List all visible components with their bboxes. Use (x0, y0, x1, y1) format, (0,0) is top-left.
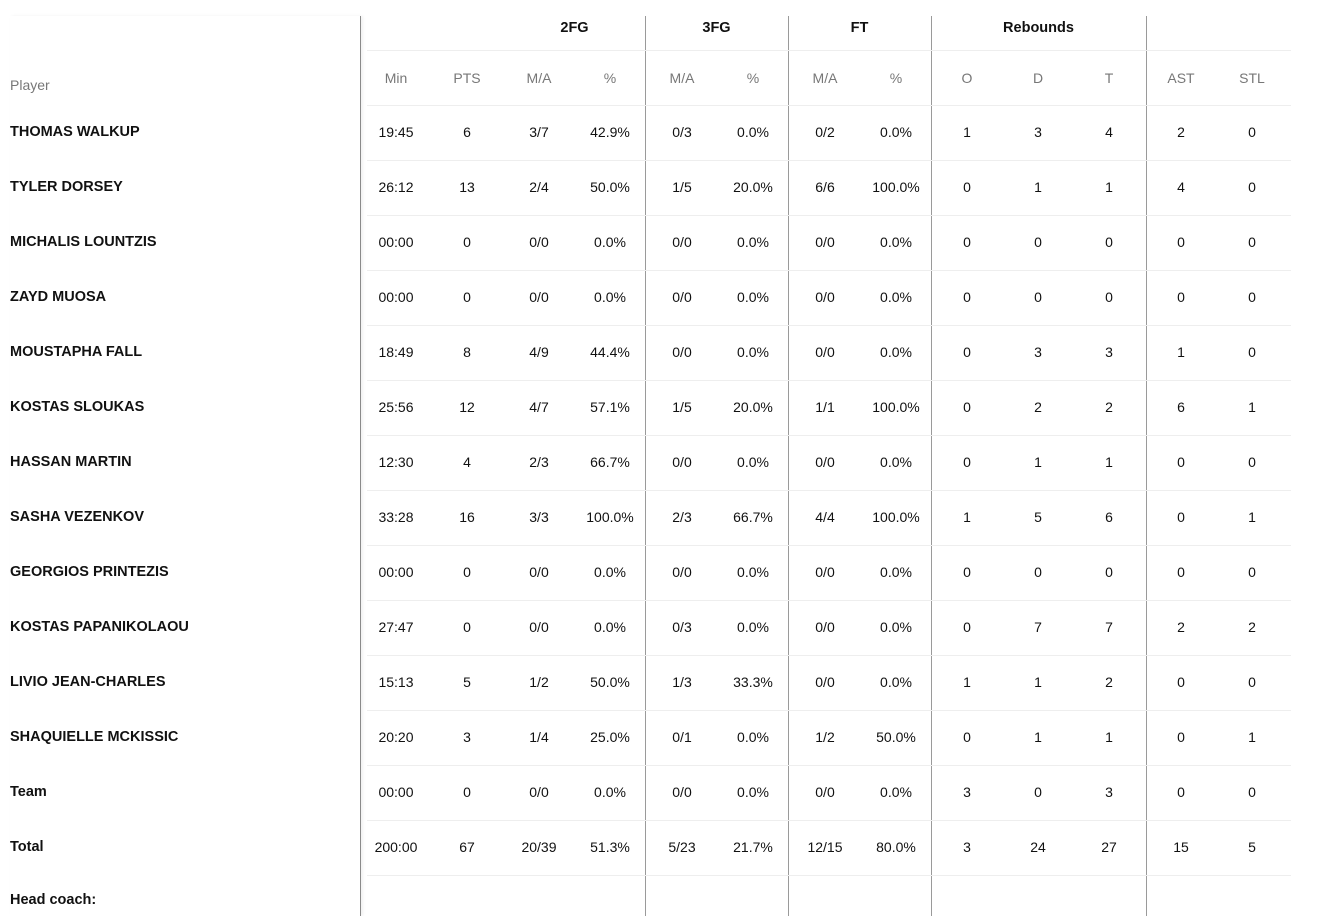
stat-cell: 1 (1105, 729, 1113, 745)
stat-cell: 0 (1248, 674, 1256, 690)
stat-cell: 1/2 (529, 674, 549, 690)
stat-cell: 0/0 (815, 344, 835, 360)
stat-cell: 20.0% (733, 399, 773, 415)
stat-cell: 1 (1177, 344, 1185, 360)
column-header[interactable]: D (1032, 70, 1044, 86)
stat-cell: 1 (963, 674, 971, 690)
column-header[interactable]: % (746, 70, 760, 86)
column-header[interactable]: O (961, 70, 973, 86)
stat-cell: 0/0 (672, 784, 692, 800)
stat-cell: 0/0 (815, 564, 835, 580)
player-name: THOMAS WALKUP (10, 124, 140, 140)
stat-cell: 0.0% (737, 564, 769, 580)
stat-cell: 0/0 (529, 784, 549, 800)
stat-cell: 2 (1105, 674, 1113, 690)
player-name: Team (10, 784, 47, 800)
stat-cell: 57.1% (590, 399, 630, 415)
stat-cell: 100.0% (872, 399, 920, 415)
stat-cell: 0/0 (672, 564, 692, 580)
stat-cell: 0 (1034, 784, 1042, 800)
stat-cell: 42.9% (590, 124, 630, 140)
stat-cell: 0/0 (815, 454, 835, 470)
stat-cell: 6 (1177, 399, 1185, 415)
stat-cell: 3/7 (529, 124, 549, 140)
stat-cell: 0/3 (672, 124, 692, 140)
stat-cell: 2 (1248, 619, 1256, 635)
stat-cell: 26:12 (378, 179, 414, 195)
stat-cell: 24 (1030, 839, 1046, 855)
column-header[interactable]: STL (1239, 70, 1265, 86)
stat-cell: 0 (1177, 564, 1185, 580)
stat-cell: 7 (1105, 619, 1113, 635)
stat-cell: 0/0 (815, 784, 835, 800)
stat-cell: 4 (463, 454, 471, 470)
stat-cell: 0.0% (880, 674, 912, 690)
stat-cell: 25:56 (378, 399, 414, 415)
stat-cell: 20.0% (733, 179, 773, 195)
player-name: MOUSTAPHA FALL (10, 344, 143, 360)
stat-cell: 51.3% (590, 839, 630, 855)
column-header[interactable]: Min (384, 70, 408, 86)
stat-cell: 0 (463, 289, 471, 305)
stat-cell: 6/6 (815, 179, 835, 195)
stat-cell: 0 (1248, 454, 1256, 470)
stat-cell: 3 (1034, 124, 1042, 140)
stat-cell: 1/3 (672, 674, 692, 690)
stat-cell: 50.0% (876, 729, 916, 745)
row-divider (367, 270, 1291, 271)
stat-cell: 0/2 (815, 124, 835, 140)
stat-cell: 0.0% (880, 619, 912, 635)
stat-cell: 0 (463, 619, 471, 635)
stat-cell: 1/4 (529, 729, 549, 745)
stat-cell: 0 (463, 564, 471, 580)
head-coach-label: Head coach: (10, 892, 97, 908)
player-name: KOSTAS PAPANIKOLAOU (10, 619, 189, 635)
stat-cell: 1/1 (815, 399, 835, 415)
stat-cell: 0.0% (880, 234, 912, 250)
stat-cell: 1 (1034, 454, 1042, 470)
column-header[interactable]: % (889, 70, 903, 86)
stat-cell: 0 (1248, 564, 1256, 580)
stat-cell: 3 (963, 784, 971, 800)
row-divider (367, 875, 1291, 876)
player-column (10, 16, 361, 916)
stat-cell: 5/23 (668, 839, 696, 855)
stat-cell: 0.0% (737, 234, 769, 250)
stat-cell: 3 (963, 839, 971, 855)
player-name: ZAYD MUOSA (10, 289, 107, 305)
stat-cell: 0.0% (880, 784, 912, 800)
stat-cell: 12/15 (807, 839, 843, 855)
stat-cell: 0 (1248, 179, 1256, 195)
stat-cell: 0 (1248, 784, 1256, 800)
row-divider (367, 215, 1291, 216)
stat-cell: 2 (1177, 619, 1185, 635)
column-divider (788, 16, 789, 916)
stat-cell: 1 (1248, 509, 1256, 525)
group-header: 3FG (702, 20, 731, 36)
column-header[interactable]: AST (1167, 70, 1195, 86)
stat-cell: 50.0% (590, 179, 630, 195)
stat-cell: 25.0% (590, 729, 630, 745)
stat-cell: 0 (463, 234, 471, 250)
stat-cell: 67 (459, 839, 475, 855)
stat-cell: 1 (1105, 454, 1113, 470)
column-header[interactable]: M/A (526, 70, 552, 86)
stat-cell: 00:00 (378, 564, 414, 580)
stat-cell: 7 (1034, 619, 1042, 635)
stat-cell: 0.0% (880, 454, 912, 470)
stat-cell: 0 (1105, 289, 1113, 305)
player-name: SHAQUIELLE MCKISSIC (10, 729, 179, 745)
stat-cell: 27 (1101, 839, 1117, 855)
player-name: SASHA VEZENKOV (10, 509, 145, 525)
stat-cell: 0 (1177, 729, 1185, 745)
stat-cell: 3 (463, 729, 471, 745)
stat-cell: 0 (963, 564, 971, 580)
stat-cell: 2 (1177, 124, 1185, 140)
stat-cell: 0/0 (529, 289, 549, 305)
stat-cell: 0.0% (737, 344, 769, 360)
stat-cell: 0 (1034, 289, 1042, 305)
player-column-header: Player (10, 77, 50, 93)
stat-cell: 1 (1248, 399, 1256, 415)
stats-table (367, 16, 1291, 916)
row-divider (367, 545, 1291, 546)
stat-cell: 0 (1177, 234, 1185, 250)
stat-cell: 0 (1177, 784, 1185, 800)
column-header[interactable]: M/A (812, 70, 838, 86)
stat-cell: 0 (963, 179, 971, 195)
row-divider (367, 655, 1291, 656)
stat-cell: 0.0% (737, 784, 769, 800)
stat-cell: 0.0% (594, 619, 626, 635)
stat-cell: 4/4 (815, 509, 835, 525)
stat-cell: 0 (963, 289, 971, 305)
stat-cell: 5 (463, 674, 471, 690)
group-header: Rebounds (1003, 20, 1074, 36)
column-header[interactable]: M/A (669, 70, 695, 86)
stat-cell: 16 (459, 509, 475, 525)
stat-cell: 0/0 (815, 234, 835, 250)
player-name: LIVIO JEAN-CHARLES (10, 674, 166, 690)
column-header[interactable]: % (603, 70, 617, 86)
stat-cell: 1 (1034, 674, 1042, 690)
stat-cell: 44.4% (590, 344, 630, 360)
stat-cell: 2/3 (529, 454, 549, 470)
row-divider (367, 820, 1291, 821)
stat-cell: 15 (1173, 839, 1189, 855)
stat-cell: 00:00 (378, 234, 414, 250)
row-divider (367, 490, 1291, 491)
stat-cell: 0.0% (737, 124, 769, 140)
stat-cell: 100.0% (586, 509, 634, 525)
stat-cell: 18:49 (378, 344, 414, 360)
player-name: KOSTAS SLOUKAS (10, 399, 145, 415)
player-name: GEORGIOS PRINTEZIS (10, 564, 169, 580)
stat-cell: 0/0 (672, 344, 692, 360)
stat-cell: 1/5 (672, 179, 692, 195)
row-divider (367, 105, 1291, 106)
stat-cell: 0/0 (529, 234, 549, 250)
stat-cell: 13 (459, 179, 475, 195)
stat-cell: 66.7% (733, 509, 773, 525)
stat-cell: 0 (1034, 564, 1042, 580)
stat-cell: 0.0% (737, 454, 769, 470)
stat-cell: 0 (1248, 124, 1256, 140)
row-divider (367, 325, 1291, 326)
stat-cell: 0 (963, 234, 971, 250)
stat-cell: 0.0% (594, 234, 626, 250)
stat-cell: 0 (1248, 289, 1256, 305)
stat-cell: 6 (1105, 509, 1113, 525)
stat-cell: 27:47 (378, 619, 414, 635)
group-header: 2FG (560, 20, 589, 36)
row-divider (367, 435, 1291, 436)
stat-cell: 0.0% (880, 344, 912, 360)
stat-cell: 3/3 (529, 509, 549, 525)
stat-cell: 0 (1177, 289, 1185, 305)
stat-cell: 4 (1177, 179, 1185, 195)
stat-cell: 100.0% (872, 179, 920, 195)
stat-cell: 8 (463, 344, 471, 360)
stat-cell: 2 (1034, 399, 1042, 415)
stat-cell: 2/4 (529, 179, 549, 195)
stat-cell: 0.0% (594, 784, 626, 800)
stat-cell: 0/0 (815, 619, 835, 635)
stat-cell: 00:00 (378, 289, 414, 305)
stat-cell: 4/7 (529, 399, 549, 415)
stat-cell: 0 (963, 454, 971, 470)
stat-cell: 1 (1248, 729, 1256, 745)
row-divider (367, 600, 1291, 601)
column-header[interactable]: T (1104, 70, 1114, 86)
stat-cell: 6 (463, 124, 471, 140)
stat-cell: 1 (1034, 179, 1042, 195)
stat-cell: 12:30 (378, 454, 414, 470)
stat-cell: 0 (1177, 509, 1185, 525)
stat-cell: 0.0% (880, 564, 912, 580)
stat-cell: 19:45 (378, 124, 414, 140)
stat-cell: 0 (1105, 564, 1113, 580)
stat-cell: 50.0% (590, 674, 630, 690)
stat-cell: 12 (459, 399, 475, 415)
stat-cell: 0.0% (880, 289, 912, 305)
stat-cell: 0 (1105, 234, 1113, 250)
stat-cell: 3 (1105, 784, 1113, 800)
stat-cell: 0.0% (880, 124, 912, 140)
stat-cell: 1/5 (672, 399, 692, 415)
player-name: MICHALIS LOUNTZIS (10, 234, 157, 250)
stat-cell: 0 (963, 399, 971, 415)
group-header: FT (850, 20, 869, 36)
stat-cell: 0 (963, 344, 971, 360)
stat-cell: 0/1 (672, 729, 692, 745)
stat-cell: 0/0 (529, 619, 549, 635)
row-divider (367, 380, 1291, 381)
stat-cell: 0 (963, 619, 971, 635)
stat-cell: 33.3% (733, 674, 773, 690)
stat-cell: 0.0% (737, 619, 769, 635)
row-divider (367, 710, 1291, 711)
stat-cell: 00:00 (378, 784, 414, 800)
stat-cell: 0/0 (815, 289, 835, 305)
stat-cell: 5 (1248, 839, 1256, 855)
stat-cell: 0/0 (529, 564, 549, 580)
stat-cell: 0.0% (737, 729, 769, 745)
stat-cell: 0 (1034, 234, 1042, 250)
stat-cell: 4/9 (529, 344, 549, 360)
stat-cell: 0 (963, 729, 971, 745)
stat-cell: 2/3 (672, 509, 692, 525)
stat-cell: 0.0% (594, 564, 626, 580)
stat-cell: 0 (463, 784, 471, 800)
stat-cell: 0.0% (594, 289, 626, 305)
stat-cell: 1 (1105, 179, 1113, 195)
stat-cell: 0/0 (672, 454, 692, 470)
stat-cell: 3 (1034, 344, 1042, 360)
player-name: Total (10, 839, 44, 855)
stat-cell: 1 (963, 509, 971, 525)
stat-cell: 66.7% (590, 454, 630, 470)
stat-cell: 0/0 (672, 289, 692, 305)
stat-cell: 0 (1177, 674, 1185, 690)
row-divider (367, 160, 1291, 161)
stat-cell: 80.0% (876, 839, 916, 855)
player-name: TYLER DORSEY (10, 179, 123, 195)
stat-cell: 4 (1105, 124, 1113, 140)
stat-cell: 0 (1177, 454, 1185, 470)
stat-cell: 0/0 (672, 234, 692, 250)
stat-cell: 100.0% (872, 509, 920, 525)
stat-cell: 1/2 (815, 729, 835, 745)
column-header[interactable]: PTS (453, 70, 481, 86)
stat-cell: 1 (963, 124, 971, 140)
stat-cell: 2 (1105, 399, 1113, 415)
stat-cell: 0.0% (737, 289, 769, 305)
stat-cell: 15:13 (378, 674, 414, 690)
stat-cell: 0 (1248, 344, 1256, 360)
stat-cell: 0/0 (815, 674, 835, 690)
player-name: HASSAN MARTIN (10, 454, 132, 470)
stat-cell: 200:00 (374, 839, 418, 855)
stat-cell: 33:28 (378, 509, 414, 525)
stat-cell: 1 (1034, 729, 1042, 745)
stat-cell: 5 (1034, 509, 1042, 525)
column-divider (645, 16, 646, 916)
stat-cell: 20/39 (521, 839, 557, 855)
stat-cell: 0 (1248, 234, 1256, 250)
stat-cell: 3 (1105, 344, 1113, 360)
stat-cell: 20:20 (378, 729, 414, 745)
stat-cell: 0/3 (672, 619, 692, 635)
stat-cell: 21.7% (733, 839, 773, 855)
row-divider (367, 765, 1291, 766)
